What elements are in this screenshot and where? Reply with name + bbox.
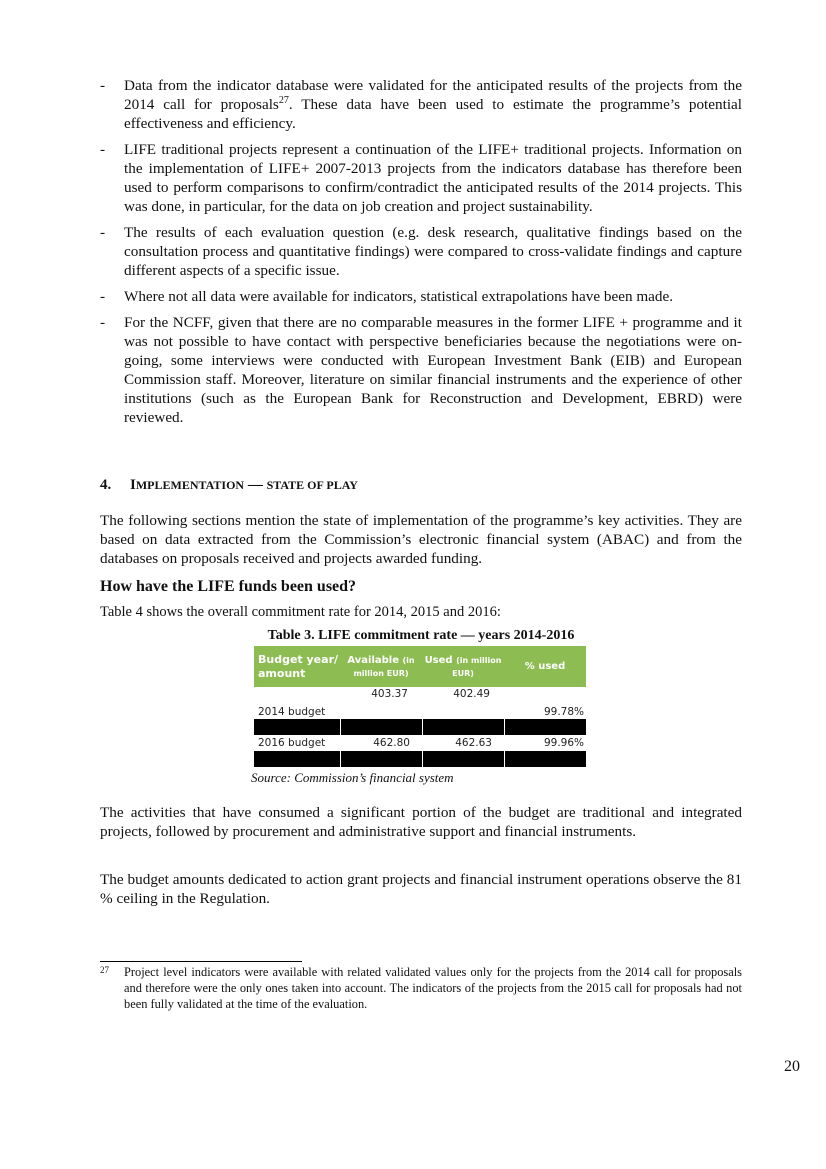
footnote xyxy=(100,964,742,1012)
redacted-row xyxy=(254,719,586,735)
redacted-cell xyxy=(504,751,586,767)
table-header-row xyxy=(254,646,586,687)
section-heading xyxy=(100,477,358,494)
table-caption: Table 3. LIFE commitment rate — years 2014-2016 xyxy=(267,628,575,643)
row-label: 2016 budget xyxy=(254,735,340,751)
table-row xyxy=(254,735,586,751)
methodology-bullet-list xyxy=(100,76,742,434)
redacted-cell xyxy=(422,751,504,767)
bullet-text: Where not all data were available for indicators, statistical extrapolations have been made. xyxy=(124,288,674,305)
list-item xyxy=(100,223,742,280)
section-title-separator: — xyxy=(244,477,267,493)
bullet-text-continued: . These data have been used to estimate the programme’s potential effectiveness and efficiency. xyxy=(124,96,743,132)
bullet-text: For the NCFF, given that there are no comparable measures in the former LIFE + programme and it was not possible to have contact with perspective beneficiaries because the negotiations were on-going, some interviews were conducted with European Investment Bank (EIB) and European Commission staff. Moreover, literature on similar financial instruments and the experience of other institutions (such as the European Bank for Reconstruction and Development, EBRD) were reviewed. xyxy=(124,314,742,426)
bullet-text: The results of each evaluation question (e.g. desk research, qualitative findings based on the consultation process and quantitative findings) were compared to cross-validate findings and capture different aspects of a specific issue. xyxy=(124,224,742,279)
header-used-label: Used xyxy=(424,654,453,666)
redacted-cell xyxy=(422,719,504,735)
cell-used: 402.49 xyxy=(422,687,504,719)
header-available-unit: (in million EUR) xyxy=(353,655,415,678)
header-percent-used: % used xyxy=(504,646,586,687)
section-title-part-1: MPLEMENTATION xyxy=(135,478,245,492)
question-heading: How have the LIFE funds been used? xyxy=(100,578,357,595)
cell-used: 462.63 xyxy=(422,735,504,751)
redacted-cell xyxy=(254,719,340,735)
header-used xyxy=(422,646,504,687)
bullet-text: Data from the indicator database were validated for the anticipated results of the projects from the 2014 call for proposals xyxy=(124,77,742,113)
list-item xyxy=(100,76,742,133)
budget-activities-paragraph: The activities that have consumed a significant portion of the budget are traditional and integrated projects, followed by procurement and administrative support and financial instruments. xyxy=(100,804,742,840)
footnote-divider xyxy=(100,961,302,962)
bullet-text: LIFE traditional projects represent a continuation of the LIFE+ traditional projects. Information on the implementation of LIFE+ 2007-2013 projects from the indicators database has therefore been used to perform comparisons to confirm/contradict the anticipated results of the 2014 projects. This was done, in particular, for the data on job creation and project sustainability. xyxy=(124,141,742,215)
redacted-cell xyxy=(340,751,422,767)
list-item xyxy=(100,313,742,427)
table-row xyxy=(254,687,586,719)
header-budget-year: Budget year/ amount xyxy=(254,646,340,687)
header-available xyxy=(340,646,422,687)
footnote-number: 27 xyxy=(100,965,109,975)
row-label: 2014 budget xyxy=(254,687,340,719)
redacted-cell xyxy=(340,719,422,735)
cell-available: 403.37 xyxy=(340,687,422,719)
bullet-dash: - xyxy=(100,224,106,241)
footnote-text: Project level indicators were available with related validated values only for the projects from the 2014 call for proposals and therefore were the only ones taken into account. The indicators of the projects from the 2015 call for proposals had not been fully validated at the time of the evaluation. xyxy=(124,965,742,1011)
list-item xyxy=(100,287,742,306)
bullet-dash: - xyxy=(100,314,106,331)
section-title-part-2: STATE OF PLAY xyxy=(266,478,358,492)
header-used-unit: (in million EUR) xyxy=(452,655,502,678)
redacted-cell xyxy=(254,751,340,767)
cell-available: 462.80 xyxy=(340,735,422,751)
table-intro-text: Table 4 shows the overall commitment rate for 2014, 2015 and 2016: xyxy=(100,604,501,620)
bullet-dash: - xyxy=(100,77,106,94)
intro-paragraph: The following sections mention the state of implementation of the programme’s key activities. They are based on data extracted from the Commission’s electronic financial system (ABAC) and from the databases on proposals received and projects awarded funding. xyxy=(100,512,742,567)
page-number: 20 xyxy=(784,1058,800,1075)
ceiling-paragraph: The budget amounts dedicated to action grant projects and financial instrument operations observe the 81 % ceiling in the Regulation. xyxy=(100,871,742,907)
section-title-initial-1: I xyxy=(130,477,136,493)
commitment-rate-table xyxy=(254,646,586,767)
redacted-cell xyxy=(504,719,586,735)
redacted-row xyxy=(254,751,586,767)
footnote-reference[interactable]: 27 xyxy=(278,94,289,106)
section-number: 4. xyxy=(100,477,112,493)
header-available-label: Available xyxy=(347,654,400,666)
table-source: Source: Commission’s financial system xyxy=(251,770,454,785)
cell-percent-used: 99.78% xyxy=(504,687,586,719)
list-item xyxy=(100,140,742,216)
cell-percent-used: 99.96% xyxy=(504,735,586,751)
bullet-dash: - xyxy=(100,141,106,158)
bullet-dash: - xyxy=(100,288,106,305)
